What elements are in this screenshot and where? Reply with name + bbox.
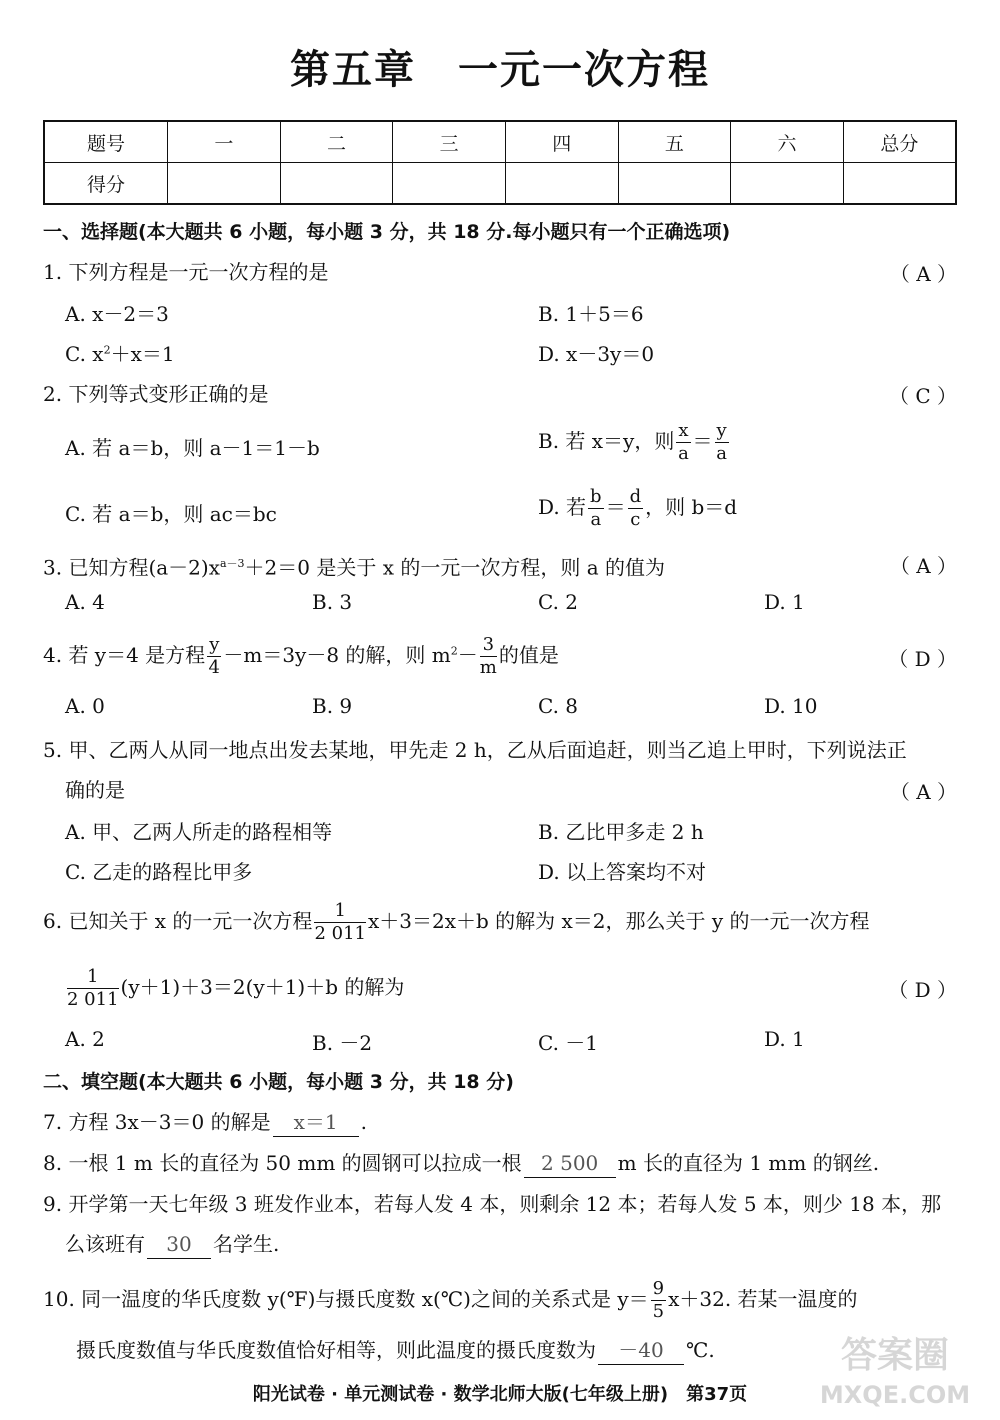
score-row-label: 得分 bbox=[44, 163, 168, 205]
score-header-cell: 四 bbox=[505, 121, 618, 163]
question-2-answer: （ C ） bbox=[888, 384, 957, 408]
question-2-stem: 2. 下列等式变形正确的是 bbox=[43, 382, 269, 406]
question-5-option-a: A. 甲、乙两人所走的路程相等 bbox=[65, 820, 333, 844]
question-10-answer-blank: －40 bbox=[598, 1336, 684, 1365]
question-6-stem-line-2: $\frac{1}{2 011}$ (y＋1)＋3＝2(y＋1)＋b 的解为 bbox=[67, 966, 405, 1010]
question-7: 7. 方程 3x－3＝0 的解是 x＝1 . bbox=[43, 1108, 367, 1137]
score-cell bbox=[280, 163, 393, 205]
score-table-score-row bbox=[44, 163, 956, 205]
score-table-header-row bbox=[44, 121, 956, 163]
score-cell bbox=[393, 163, 506, 205]
question-10-line-1: 10. 同一温度的华氏度数 y(℉)与摄氏度数 x(℃)之间的关系式是 y＝ $\frac{9}{5}$ x＋32. 若某一温度的 bbox=[43, 1278, 858, 1322]
question-9-line-1: 9. 开学第一天七年级 3 班发作业本，若每人发 4 本，则剩余 12 本；若每人发 5 本，则少 18 本，那 bbox=[43, 1192, 942, 1216]
watermark-text: 答案圈 bbox=[840, 1335, 950, 1376]
question-2-option-c: C. 若 a＝b，则 ac＝bc bbox=[65, 502, 277, 526]
question-2-option-b: B. 若 x＝y，则 $\frac{x}{a}$ ＝ $\frac{y}{a}$ bbox=[538, 420, 727, 464]
question-5-answer: （ A ） bbox=[889, 780, 957, 804]
question-3-stem: 3. 已知方程$(a-2)x^{a-3}+2=0$ 是关于 x 的一元一次方程，则 a 的值为 bbox=[43, 555, 665, 580]
score-cell bbox=[843, 163, 956, 205]
question-5-option-c: C. 乙走的路程比甲多 bbox=[65, 860, 253, 884]
score-cell bbox=[505, 163, 618, 205]
question-8-answer-blank: 2 500 bbox=[524, 1149, 616, 1178]
section-heading-choice: 一、选择题(本大题共 6 小题，每小题 3 分，共 18 分.每小题只有一个正确选项) bbox=[43, 221, 731, 243]
question-6-option-a: A. 2 bbox=[65, 1027, 105, 1051]
question-9-answer-blank: 30 bbox=[147, 1230, 211, 1259]
question-10-line-2: 摄氏度数值与华氏度数值恰好相等，则此温度的摄氏度数为 －40 ℃. bbox=[76, 1336, 715, 1365]
question-5-stem-line-2: 确的是 bbox=[65, 778, 125, 802]
question-3-answer: （ A ） bbox=[889, 554, 957, 578]
score-table bbox=[43, 120, 957, 205]
page-footer: 阳光试卷 · 单元测试卷 · 数学北师大版(七年级上册) 第37页 bbox=[252, 1384, 748, 1405]
question-8: 8. 一根 1 m 长的直径为 50 mm 的圆钢可以拉成一根 2 500 m 长的直径为 1 mm 的钢丝. bbox=[43, 1149, 879, 1178]
question-3-option-b: B. 3 bbox=[312, 590, 353, 614]
question-9-line-2: 么该班有 30 名学生. bbox=[65, 1230, 279, 1259]
page-title: 第五章 一元一次方程 bbox=[290, 47, 710, 93]
question-2-option-a: A. 若 a＝b，则 a－1＝1－b bbox=[65, 436, 320, 460]
score-header-cell: 总分 bbox=[843, 121, 956, 163]
question-3-option-c: C. 2 bbox=[538, 590, 579, 614]
question-4-stem: 4. 若 y＝4 是方程 $\frac{y}{4}$ －m＝3y－8 的解，则 $m^2-$ $\frac{3}{m}$ 的值是 bbox=[43, 634, 559, 678]
question-1-option-c: C. $x^2+x=1$ bbox=[65, 342, 175, 366]
score-cell bbox=[731, 163, 844, 205]
score-header-cell: 二 bbox=[280, 121, 393, 163]
question-4-option-b: B. 9 bbox=[312, 694, 353, 718]
score-header-cell: 题号 bbox=[44, 121, 168, 163]
question-4-option-c: C. 8 bbox=[538, 694, 579, 718]
question-3-option-a: A. 4 bbox=[65, 590, 105, 614]
question-4-answer: （ D ） bbox=[888, 647, 957, 671]
question-6-stem-line-1: 6. 已知关于 x 的一元一次方程 $\frac{1}{2 011}$ x＋3＝2x＋b 的解为 x＝2，那么关于 y 的一元一次方程 bbox=[43, 900, 870, 944]
question-5-stem-line-1: 5. 甲、乙两人从同一地点出发去某地，甲先走 2 h，乙从后面追赶，则当乙追上甲时，下列说法正 bbox=[43, 738, 907, 762]
question-5-option-b: B. 乙比甲多走 2 h bbox=[538, 820, 704, 844]
score-cell bbox=[168, 163, 281, 205]
question-4-option-a: A. 0 bbox=[65, 694, 105, 718]
score-header-cell: 一 bbox=[168, 121, 281, 163]
question-2-option-d: D. 若 $\frac{b}{a}$ ＝ $\frac{d}{c}$ ，则 b＝d bbox=[538, 486, 738, 530]
question-1-option-a: A. x－2＝3 bbox=[65, 302, 169, 326]
score-header-cell: 五 bbox=[618, 121, 731, 163]
question-1-option-b: B. 1＋5＝6 bbox=[538, 302, 644, 326]
question-6-answer: （ D ） bbox=[888, 978, 957, 1002]
question-6-option-c: C. －1 bbox=[538, 1031, 599, 1055]
question-3-option-d: D. 1 bbox=[764, 590, 805, 614]
question-1-stem: 1. 下列方程是一元一次方程的是 bbox=[43, 260, 329, 284]
question-1-answer: （ A ） bbox=[889, 262, 957, 286]
section-heading-fill-in: 二、填空题(本大题共 6 小题，每小题 3 分，共 18 分) bbox=[43, 1071, 514, 1093]
question-7-answer-blank: x＝1 bbox=[273, 1108, 359, 1137]
score-header-cell: 三 bbox=[393, 121, 506, 163]
score-cell bbox=[618, 163, 731, 205]
watermark-url: MXQE.COM bbox=[820, 1381, 970, 1409]
score-header-cell: 六 bbox=[731, 121, 844, 163]
question-6-option-d: D. 1 bbox=[764, 1027, 805, 1051]
question-4-option-d: D. 10 bbox=[764, 694, 818, 718]
question-5-option-d: D. 以上答案均不对 bbox=[538, 860, 707, 884]
question-6-option-b: B. －2 bbox=[312, 1031, 373, 1055]
question-1-option-d: D. x－3y＝0 bbox=[538, 342, 655, 366]
